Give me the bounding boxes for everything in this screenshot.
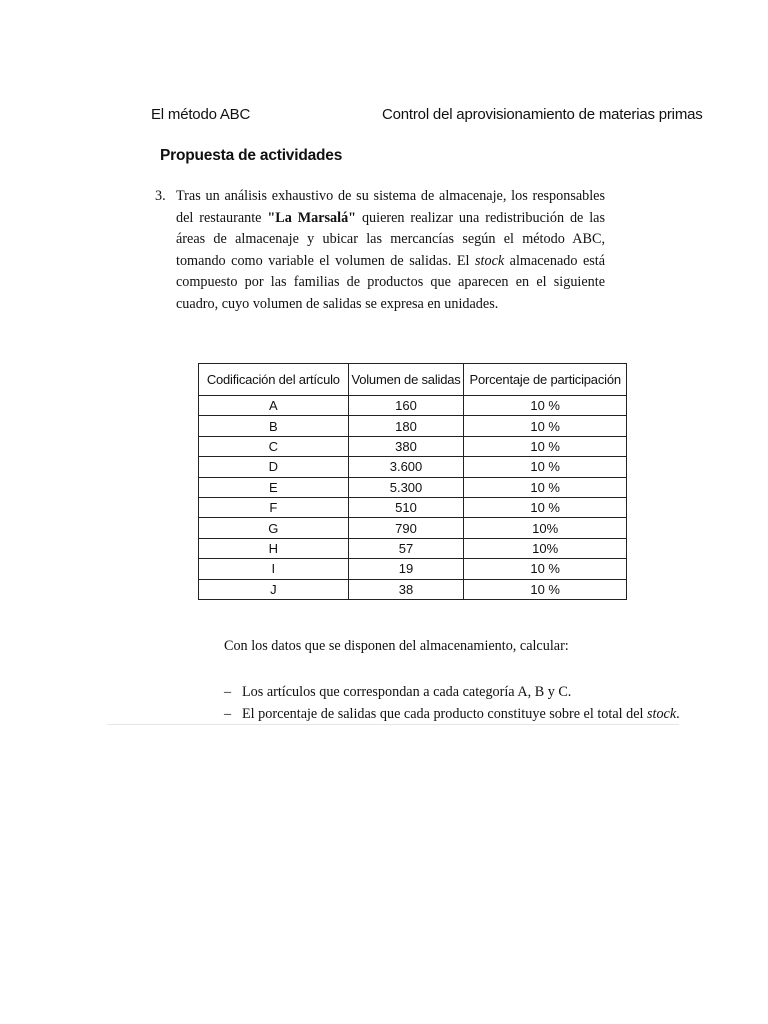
- table-row: [199, 538, 627, 558]
- table-row: [199, 416, 627, 436]
- cell-volume: 57: [348, 538, 464, 558]
- task-list: [224, 681, 680, 725]
- table-row: [199, 396, 627, 416]
- cell-percentage: 10%: [464, 538, 627, 558]
- exercise-text-part-3: almacenado está compuesto por las familias de productos que aparecen en el siguiente cuadro, cuyo volumen de salidas se expresa en unidades.: [176, 252, 605, 312]
- exercise-number: 3.: [155, 188, 166, 204]
- cell-percentage: 10 %: [464, 416, 627, 436]
- cell-volume: 790: [348, 518, 464, 538]
- cell-volume: 180: [348, 416, 464, 436]
- page-divider: [107, 724, 679, 725]
- header-percentage: Porcentaje de participación: [464, 364, 627, 396]
- cell-percentage: 10 %: [464, 436, 627, 456]
- cell-volume: 510: [348, 497, 464, 517]
- cell-code: H: [199, 538, 349, 558]
- instruction-text: Con los datos que se disponen del almacenamiento, calcular:: [224, 638, 569, 654]
- cell-percentage: 10 %: [464, 457, 627, 477]
- cell-percentage: 10 %: [464, 497, 627, 517]
- cell-volume: 3.600: [348, 457, 464, 477]
- cell-percentage: 10 %: [464, 559, 627, 579]
- cell-percentage: 10 %: [464, 579, 627, 599]
- task-item-percentage: [224, 703, 680, 725]
- cell-code: C: [199, 436, 349, 456]
- table-row: [199, 457, 627, 477]
- header-unit-title: Control del aprovisionamiento de materias primas: [382, 106, 703, 123]
- dash-marker: –: [224, 684, 232, 700]
- cell-code: J: [199, 579, 349, 599]
- cell-volume: 380: [348, 436, 464, 456]
- cell-volume: 19: [348, 559, 464, 579]
- header-chapter-title: El método ABC: [151, 106, 251, 123]
- cell-code: I: [199, 559, 349, 579]
- table-row: [199, 518, 627, 538]
- header-code: Codificación del artículo: [199, 364, 349, 396]
- table-row: [199, 579, 627, 599]
- cell-code: B: [199, 416, 349, 436]
- cell-volume: 38: [348, 579, 464, 599]
- task-item-text: El porcentaje de salidas que cada producto constituye sobre el total del: [242, 706, 647, 722]
- articles-table: [198, 363, 627, 600]
- cell-percentage: 10%: [464, 518, 627, 538]
- cell-percentage: 10 %: [464, 477, 627, 497]
- cell-volume: 5.300: [348, 477, 464, 497]
- table-row: [199, 497, 627, 517]
- stock-word: stock: [475, 252, 505, 269]
- cell-code: A: [199, 396, 349, 416]
- exercise-text: [176, 186, 605, 315]
- table-row: [199, 436, 627, 456]
- task-item-end: .: [676, 706, 680, 722]
- exercise-paragraph: [155, 186, 605, 315]
- table-row: [199, 477, 627, 497]
- task-item-categories: [224, 681, 680, 703]
- restaurant-name: "La Marsalá": [267, 209, 357, 226]
- dash-marker: –: [224, 706, 232, 722]
- exercise-text-part-1: Tras un análisis exhaustivo de su sistema de almacenaje, los responsables del restaurante: [176, 188, 605, 226]
- cell-percentage: 10 %: [464, 396, 627, 416]
- exercise-text-part-2: quieren realizar una redistribución de las áreas de almacenaje y ubicar las mercancías según el método ABC, tomando como variable el volumen de salidas. El: [176, 209, 606, 269]
- cell-code: E: [199, 477, 349, 497]
- cell-code: F: [199, 497, 349, 517]
- section-title: Propuesta de actividades: [160, 147, 343, 164]
- header-volume: Volumen de salidas: [348, 364, 464, 396]
- stock-word: stock: [647, 706, 677, 722]
- cell-code: D: [199, 457, 349, 477]
- cell-code: G: [199, 518, 349, 538]
- table-row: [199, 559, 627, 579]
- task-item-text: Los artículos que correspondan a cada categoría A, B y C.: [242, 684, 572, 700]
- table-header-row: [199, 364, 627, 396]
- cell-volume: 160: [348, 396, 464, 416]
